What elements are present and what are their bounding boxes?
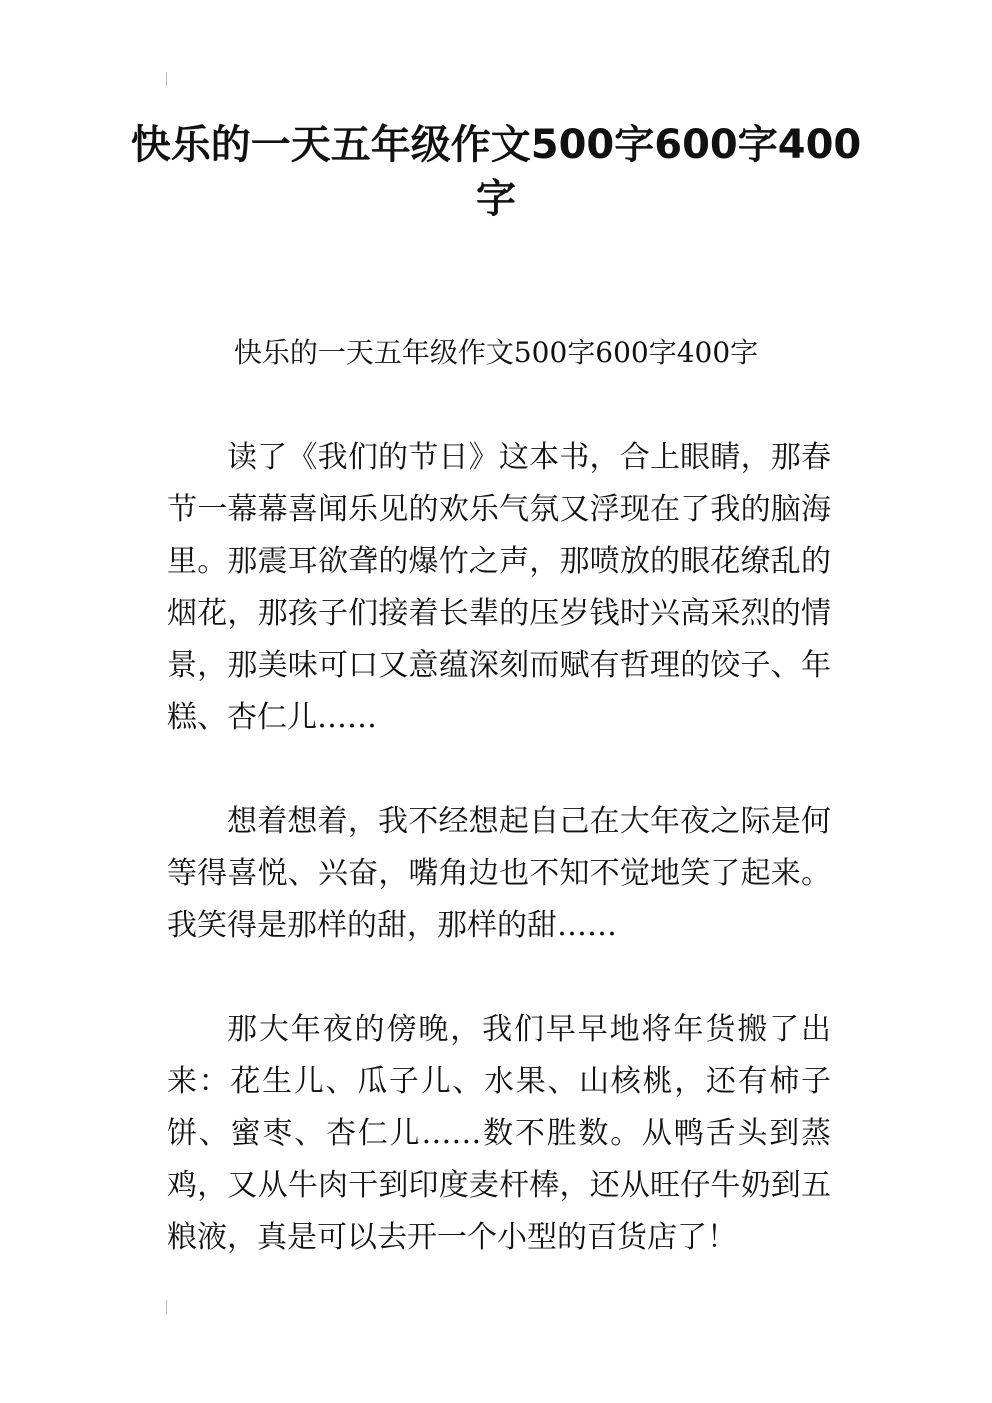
- document-subtitle: 快乐的一天五年级作文500字600字400字: [233, 336, 759, 369]
- page-corner-mark-top: [166, 72, 167, 86]
- body-paragraph-3: 那大年夜的傍晚，我们早早地将年货搬了出来：花生儿、瓜子儿、水果、山核桃，还有柿子饼、蜜枣、杏仁儿……数不胜数。从鸭舌头到蒸鸡，又从牛肉干到印度麦杆棒，还从旺仔牛奶到五粮液，真是可以去开一个小型的百货店了！: [167, 1012, 831, 1255]
- body-paragraph-2: 想着想着，我不经想起自己在大年夜之际是何等得喜悦、兴奋，嘴角边也不知不觉地笑了起来。我笑得是那样的甜，那样的甜……: [167, 804, 831, 943]
- body-paragraph-1: 读了《我们的节日》这本书，合上眼睛，那春节一幕幕喜闻乐见的欢乐气氛又浮现在了我的脑海里。那震耳欲聋的爆竹之声，那喷放的眼花缭乱的烟花，那孩子们接着长辈的压岁钱时兴高采烈的情景，那美味可口又意蕴深刻而赋有哲理的饺子、年糕、杏仁儿……: [167, 440, 831, 735]
- document-title: 快乐的一天五年级作文500字600字400字: [130, 122, 862, 222]
- page-corner-mark-bottom: [166, 1300, 167, 1314]
